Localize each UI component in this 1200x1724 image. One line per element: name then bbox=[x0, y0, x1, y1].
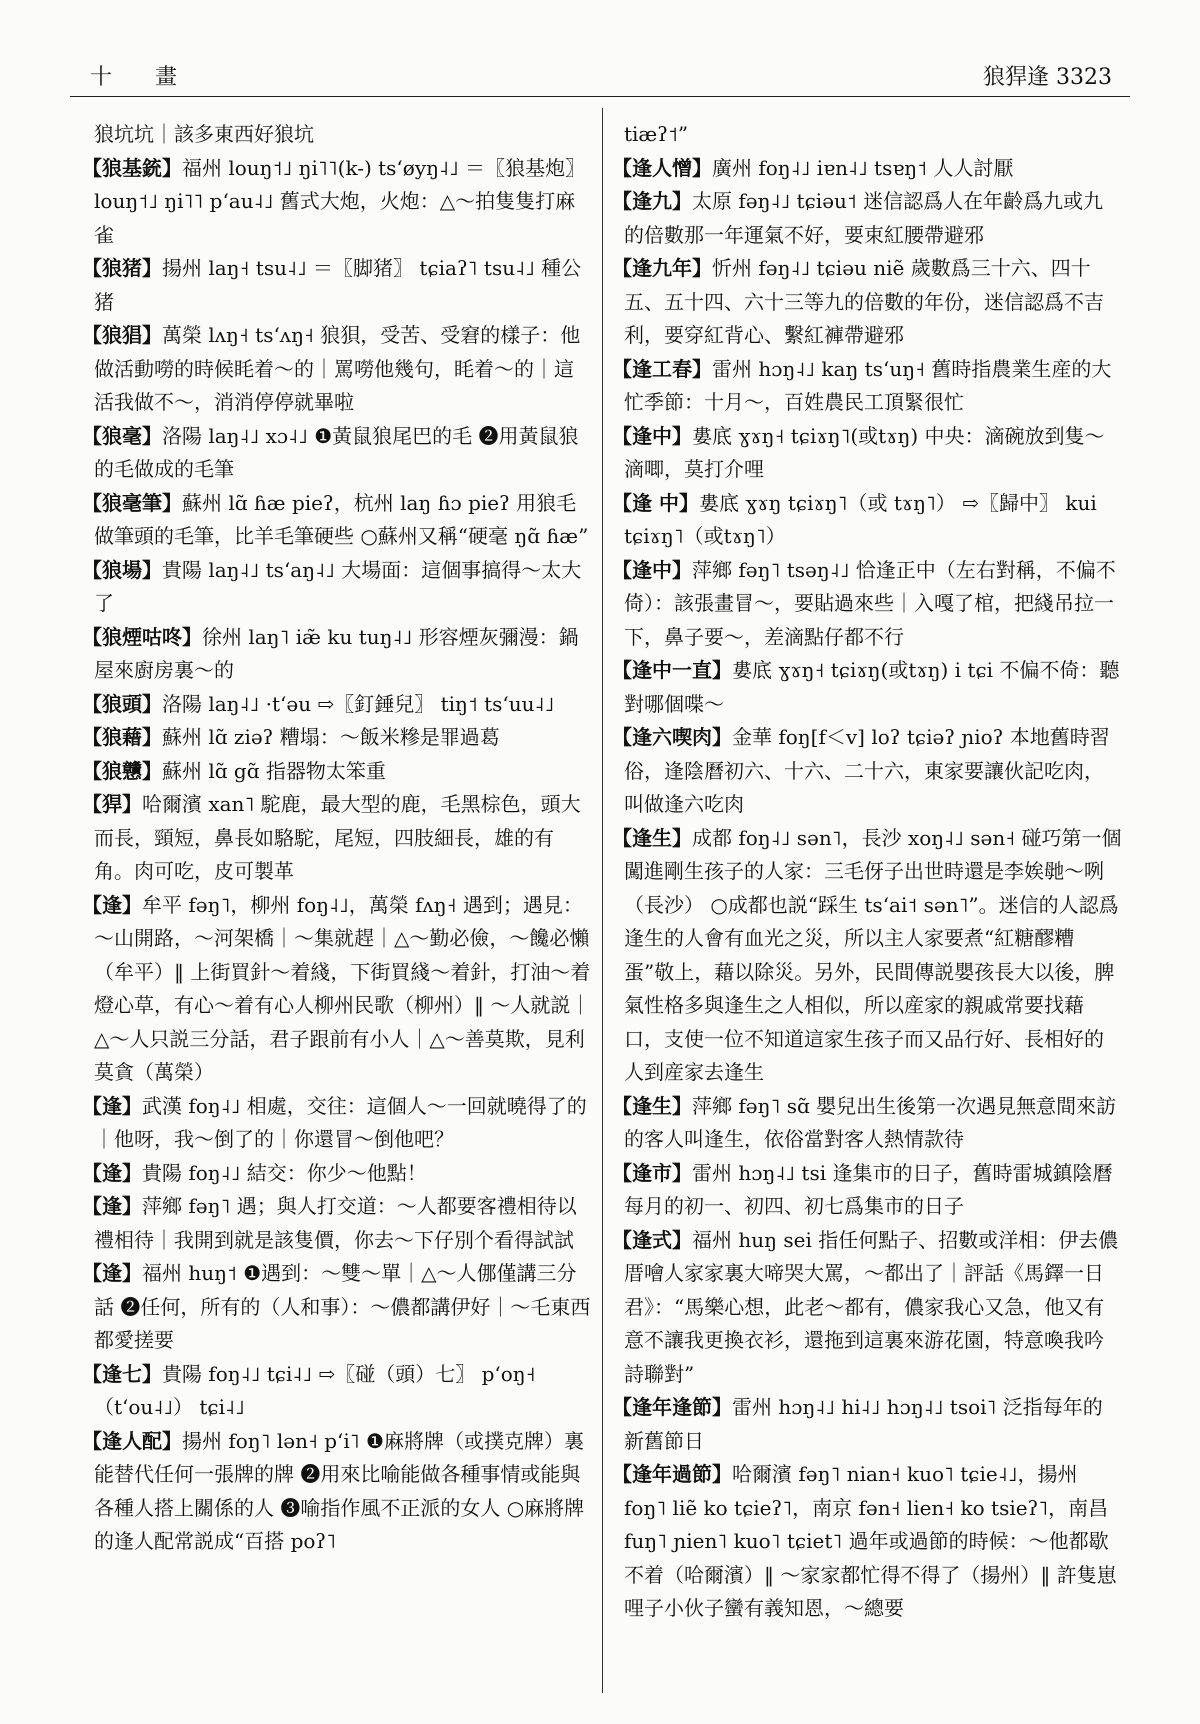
dictionary-entry bbox=[612, 353, 1122, 420]
entry-headword: 【狼頭】 bbox=[82, 691, 162, 716]
dictionary-entry bbox=[82, 152, 592, 253]
left-column bbox=[82, 118, 592, 1559]
entry-definition: 婁底 ɣɤŋ˧ tɕiɤŋ(或tɤŋ) i tɕi 不偏不倚：聽對哪個喋～ bbox=[624, 658, 1120, 716]
entry-headword: 【逢】 bbox=[82, 1093, 142, 1118]
dictionary-entry bbox=[82, 487, 592, 554]
entry-definition: 萍鄉 fəŋ˥ 遇；與人打交道：～人都要客禮相待以禮相待｜我開到就是該隻價，你去～下仔別个看得試試 bbox=[94, 1194, 577, 1252]
dictionary-entry bbox=[612, 1391, 1122, 1458]
entry-headword: 【逢市】 bbox=[612, 1160, 692, 1185]
entry-definition: 雷州 hɔŋ˨˩ kaŋ tsʻuŋ˧ 舊時指農業生産的大忙季節：十月～，百姓農民工頂緊很忙 bbox=[624, 356, 1112, 414]
entry-definition: 蘇州 lɑ̃ gɑ̃ 指器物太笨重 bbox=[162, 758, 386, 783]
entry-definition: 揚州 laŋ˧ tsu˨˩ ＝〖脚猪〗 tɕiaʔ˥ tsu˨˩ 種公猪 bbox=[94, 256, 582, 314]
dictionary-entry bbox=[82, 554, 592, 621]
dictionary-entry bbox=[82, 1090, 592, 1157]
dictionary-entry bbox=[82, 788, 592, 889]
dictionary-entry bbox=[612, 420, 1122, 487]
entry-headword: 【逢】 bbox=[82, 1160, 142, 1185]
header-rule bbox=[70, 96, 1130, 97]
entry-headword: 【逢六喫肉】 bbox=[612, 725, 732, 749]
dictionary-entry bbox=[82, 721, 592, 755]
entry-definition: 揚州 foŋ˥ lən˧ pʻi˥ ❶麻將牌（或撲克牌）裏能替代任何一張牌的牌 ❷用來比喻能做各種事情或能與各種人搭上關係的人 ❸喻指作風不正派的女人 ○麻將牌的逢人配常説成“百搭 poʔ˥ bbox=[94, 1428, 585, 1553]
entry-headword: 【逢七】 bbox=[82, 1361, 162, 1386]
dictionary-entry bbox=[612, 487, 1122, 554]
entry-definition: 雷州 hɔŋ˨˩ tsi 逢集市的日子，舊時雷城鎮陰曆每月的初一、初四、初七爲集市的日子 bbox=[624, 1160, 1113, 1218]
entry-headword: 【逢生】 bbox=[612, 825, 692, 850]
dictionary-entry bbox=[612, 252, 1122, 353]
entry-headword: 【逢九年】 bbox=[612, 256, 712, 280]
dictionary-entry bbox=[612, 152, 1122, 186]
entry-definition: 貴陽 laŋ˨˩ tsʻaŋ˨˩ 大場面：這個事搞得～太大了 bbox=[94, 557, 582, 615]
entry-definition: 哈爾濱 fəŋ˥ nian˧ kuo˥ tɕie˨˩，揚州 foŋ˥ liẽ ko tɕieʔ˥，南京 fən˧ lien˧ ko tsieʔ˥，南昌 fuŋ˥ ɲien˥ kuo˥ tɕiet˥ 過年或過節的時候：～他都歇不着（哈爾濱）‖ ～家家都忙得不得了（揚州）‖ 許隻崽哩子小伙子蠻有義知恩，～總要 bbox=[624, 1462, 1117, 1620]
entry-headword: 【逢】 bbox=[82, 1194, 142, 1218]
dictionary-entry bbox=[82, 118, 592, 152]
dictionary-entry bbox=[82, 755, 592, 789]
dictionary-entry bbox=[612, 1458, 1122, 1626]
dictionary-entry bbox=[612, 118, 1122, 152]
entry-definition: 武漢 foŋ˨˩ 相處，交往：這個人～一回就曉得了的｜他呀，我～倒了的｜你還冒～倒他吧？ bbox=[94, 1093, 587, 1151]
entry-headword: 【逢生】 bbox=[612, 1093, 692, 1118]
entry-headword: 【逢式】 bbox=[612, 1227, 692, 1252]
entry-definition: 狼坑坑｜該多東西好狼坑 bbox=[94, 122, 314, 146]
entry-headword: 【逢人憎】 bbox=[612, 155, 712, 180]
entry-headword: 【狼藉】 bbox=[82, 725, 162, 749]
entry-headword: 【猂】 bbox=[82, 792, 142, 816]
entry-definition: 洛陽 laŋ˨˩ xɔ˨˩ ❶黃鼠狼尾巴的毛 ❷用黃鼠狼的毛做成的毛筆 bbox=[94, 423, 579, 481]
column-divider bbox=[602, 108, 603, 1693]
entry-definition: 哈爾濱 xan˥ 駝鹿，最大型的鹿，毛黑棕色，頭大而長，頸短，鼻長如駱駝，尾短，四肢細長，雄的有角。肉可吃，皮可製革 bbox=[94, 792, 581, 883]
entry-headword: 【逢人配】 bbox=[82, 1428, 182, 1453]
entry-headword: 【逢 中】 bbox=[612, 490, 699, 515]
entry-definition: 萬榮 lʌŋ˧ tsʻʌŋ˧ 狼狽，受苦、受窘的樣子：他做活動嘮的時候眊着～的｜罵嘮他幾句，眊着～的｜這活我做不～，消消停停就畢啦 bbox=[94, 323, 581, 414]
entry-headword: 【狼猖】 bbox=[82, 323, 162, 347]
entry-headword: 【逢】 bbox=[82, 1261, 142, 1285]
dictionary-entry bbox=[612, 721, 1122, 822]
dictionary-entry bbox=[612, 1090, 1122, 1157]
dictionary-entry bbox=[82, 1358, 592, 1425]
entry-definition: 徐州 laŋ˥ iæ̃ ku tuŋ˨˩ 形容煙灰彌漫：鍋屋來廚房裏～的 bbox=[94, 624, 579, 682]
right-column bbox=[612, 118, 1122, 1626]
dictionary-entry bbox=[82, 621, 592, 688]
entry-headword: 【逢工春】 bbox=[612, 356, 712, 381]
dictionary-entry bbox=[82, 319, 592, 420]
entry-definition: 太原 fəŋ˨˩ tɕiəu˦ 迷信認爲人在年齡爲九或九的倍數那一年運氣不好，要束紅腰帶避邪 bbox=[624, 189, 1104, 247]
dictionary-entry bbox=[612, 654, 1122, 721]
page-number-header: 狼猂逢 3323 bbox=[983, 65, 1112, 90]
entry-headword: 【逢中一直】 bbox=[612, 658, 732, 682]
running-head bbox=[70, 56, 1122, 96]
entry-definition: 成都 foŋ˨˩ sən˥，長沙 xoŋ˨˩ sən˧ 碰巧第一個闖進剛生孩子的人家：三毛伢子出世時還是李娭毑～咧（長沙） ○成都也説“踩生 tsʻai˦ sən˥”。迷信的人認爲逢生的人會有血光之災，所以主人家要煮“紅糖醪糟蛋”敬上，藉以除災。另外，民間傳説嬰孩長大以後，脾氣性格多與逢生之人相似，所以産家的親戚常要找藉口，支使一位不知道這家生孩子而又品行好、長相好的人到産家去逢生 bbox=[624, 825, 1122, 1084]
entry-headword: 【狼毫】 bbox=[82, 423, 162, 448]
entry-definition: 蘇州 lɑ̃ ɦæ pieʔ，杭州 laŋ ɦɔ pieʔ 用狼毛做筆頭的毛筆，比羊毛筆硬些 ○蘇州又稱“硬毫 ŋɑ̃ ɦæ” bbox=[94, 490, 589, 548]
entry-headword: 【逢年過節】 bbox=[612, 1462, 732, 1486]
dictionary-entry bbox=[82, 420, 592, 487]
entry-headword: 【逢中】 bbox=[612, 557, 692, 582]
entry-headword: 【逢年逢節】 bbox=[612, 1395, 732, 1419]
entry-definition: 婁底 ɣɤŋ tɕiɤŋ˥（或 tɤŋ˥） ⇨〖歸中〗 kui tɕiɤŋ˥（或tɤŋ˥） bbox=[624, 490, 1097, 548]
entry-definition: 忻州 fəŋ˨˩ tɕiəu niẽ 歲數爲三十六、四十五、五十四、六十三等九的倍數的年份，迷信認爲不吉利，要穿紅背心、繫紅褲帶避邪 bbox=[624, 256, 1104, 347]
entry-headword: 【逢中】 bbox=[612, 423, 692, 448]
dictionary-entry bbox=[82, 889, 592, 1090]
entry-definition: 萍鄉 fəŋ˥ tsəŋ˨˩ 恰逢正中（左右對稱，不偏不倚）：該張畫冒～，要貼過來些｜入嘎了棺，把綫吊拉一下，鼻子要～，差滴點仔都不行 bbox=[624, 557, 1116, 649]
entry-definition: 福州 huŋ sei 指任何點子、招數或洋相：伊去儂厝噲人家家裏大啼哭大罵，～都出了｜評話《馬鐸一日君》：“馬樂心想，此老～都有，儂家我心又急，他又有意不讓我更換衣衫，還拖到這裏來游花園，特意喚我吟詩聯對” bbox=[624, 1227, 1119, 1386]
entry-headword: 【狼毫筆】 bbox=[82, 490, 182, 515]
entry-definition: 蘇州 lɑ̃ ziəʔ 糟塌：～飯米糝是罪過葛 bbox=[162, 725, 500, 749]
entry-headword: 【狼猪】 bbox=[82, 256, 162, 280]
section-title: 十 畫 bbox=[90, 65, 195, 90]
dictionary-entry bbox=[82, 1257, 592, 1358]
entry-headword: 【逢九】 bbox=[612, 189, 692, 213]
entry-definition: tiæʔ˦” bbox=[624, 122, 689, 146]
dictionary-entry bbox=[612, 1224, 1122, 1392]
entry-definition: 牟平 fəŋ˥，柳州 foŋ˨˩，萬榮 fʌŋ˧ 遇到；遇見：～山開路，～河架橋｜～集就趕｜△～勤必儉，～饞必懶（牟平）‖ 上街買針～着綫，下街買綫～着針，打油～着燈心草，有心～着有心人柳州民歌（柳州）‖ ～人就説｜△～人只説三分話，君子跟前有小人｜△～善莫欺，見利莫貪（萬榮） bbox=[94, 892, 591, 1084]
dictionary-entry bbox=[82, 1190, 592, 1257]
entry-definition: 雷州 hɔŋ˨˩ hi˨˩ hɔŋ˨˩ tsoi˥ 泛指每年的新舊節日 bbox=[624, 1395, 1103, 1453]
entry-definition: 萍鄉 fəŋ˥ sɑ̃ 嬰兒出生後第一次遇見無意間來訪的客人叫逢生，依俗當對客人熱情款待 bbox=[624, 1093, 1117, 1151]
entry-headword: 【狼戇】 bbox=[82, 758, 162, 783]
entry-definition: 金華 foŋ[f＜v] loʔ tɕiəʔ ɲioʔ 本地舊時習俗，逢陰曆初六、十六、二十六，東家要讓伙記吃肉，叫做逢六吃肉 bbox=[624, 725, 1110, 816]
entry-definition: 婁底 ɣɤŋ˧ tɕiɤŋ˥(或tɤŋ) 中央：滴碗放到隻～滴唧，莫打介哩 bbox=[624, 423, 1105, 481]
dictionary-entry bbox=[612, 554, 1122, 655]
entry-definition: 廣州 foŋ˨˩ iɐn˨˩ tsɐŋ˦ 人人討厭 bbox=[712, 155, 1014, 180]
entry-headword: 【狼場】 bbox=[82, 557, 162, 582]
dictionary-entry bbox=[82, 1425, 592, 1559]
entry-headword: 【狼基銃】 bbox=[82, 155, 182, 180]
entry-definition: 貴陽 foŋ˨˩ tɕi˨˩ ⇨〖碰（頭）七〗 pʻoŋ˧ （tʻou˨˩） tɕi˨˩ bbox=[94, 1361, 536, 1419]
dictionary-entry bbox=[612, 185, 1122, 252]
dictionary-entry bbox=[612, 1157, 1122, 1224]
entry-headword: 【逢】 bbox=[82, 892, 142, 917]
entry-definition: 福州 louŋ˦˩ ŋi˥˥(k-) tsʻøyŋ˨˩ ＝〖狼基炮〗 louŋ˦˩ ŋi˥˥ pʻau˨˩ 舊式大炮，火炮：△～拍隻隻打麻雀 bbox=[94, 155, 586, 247]
dictionary-entry bbox=[82, 688, 592, 722]
dictionary-entry bbox=[612, 822, 1122, 1090]
entry-definition: 福州 huŋ˦ ❶遇到：～雙～單｜△～人㑚僅講三分話 ❷任何，所有的（人和事）：～儂都講伊好｜～乇東西都愛搓要 bbox=[94, 1261, 591, 1352]
dictionary-entry bbox=[82, 252, 592, 319]
entry-definition: 洛陽 laŋ˨˩ ·tʻəu ⇨〖釘錘兒〗 tiŋ˦ tsʻuu˨˩ bbox=[162, 691, 555, 716]
entry-headword: 【狼煙咕咚】 bbox=[82, 624, 202, 649]
dictionary-entry bbox=[82, 1157, 592, 1191]
entry-definition: 貴陽 foŋ˨˩ 結交：你少～他點！ bbox=[142, 1160, 427, 1185]
